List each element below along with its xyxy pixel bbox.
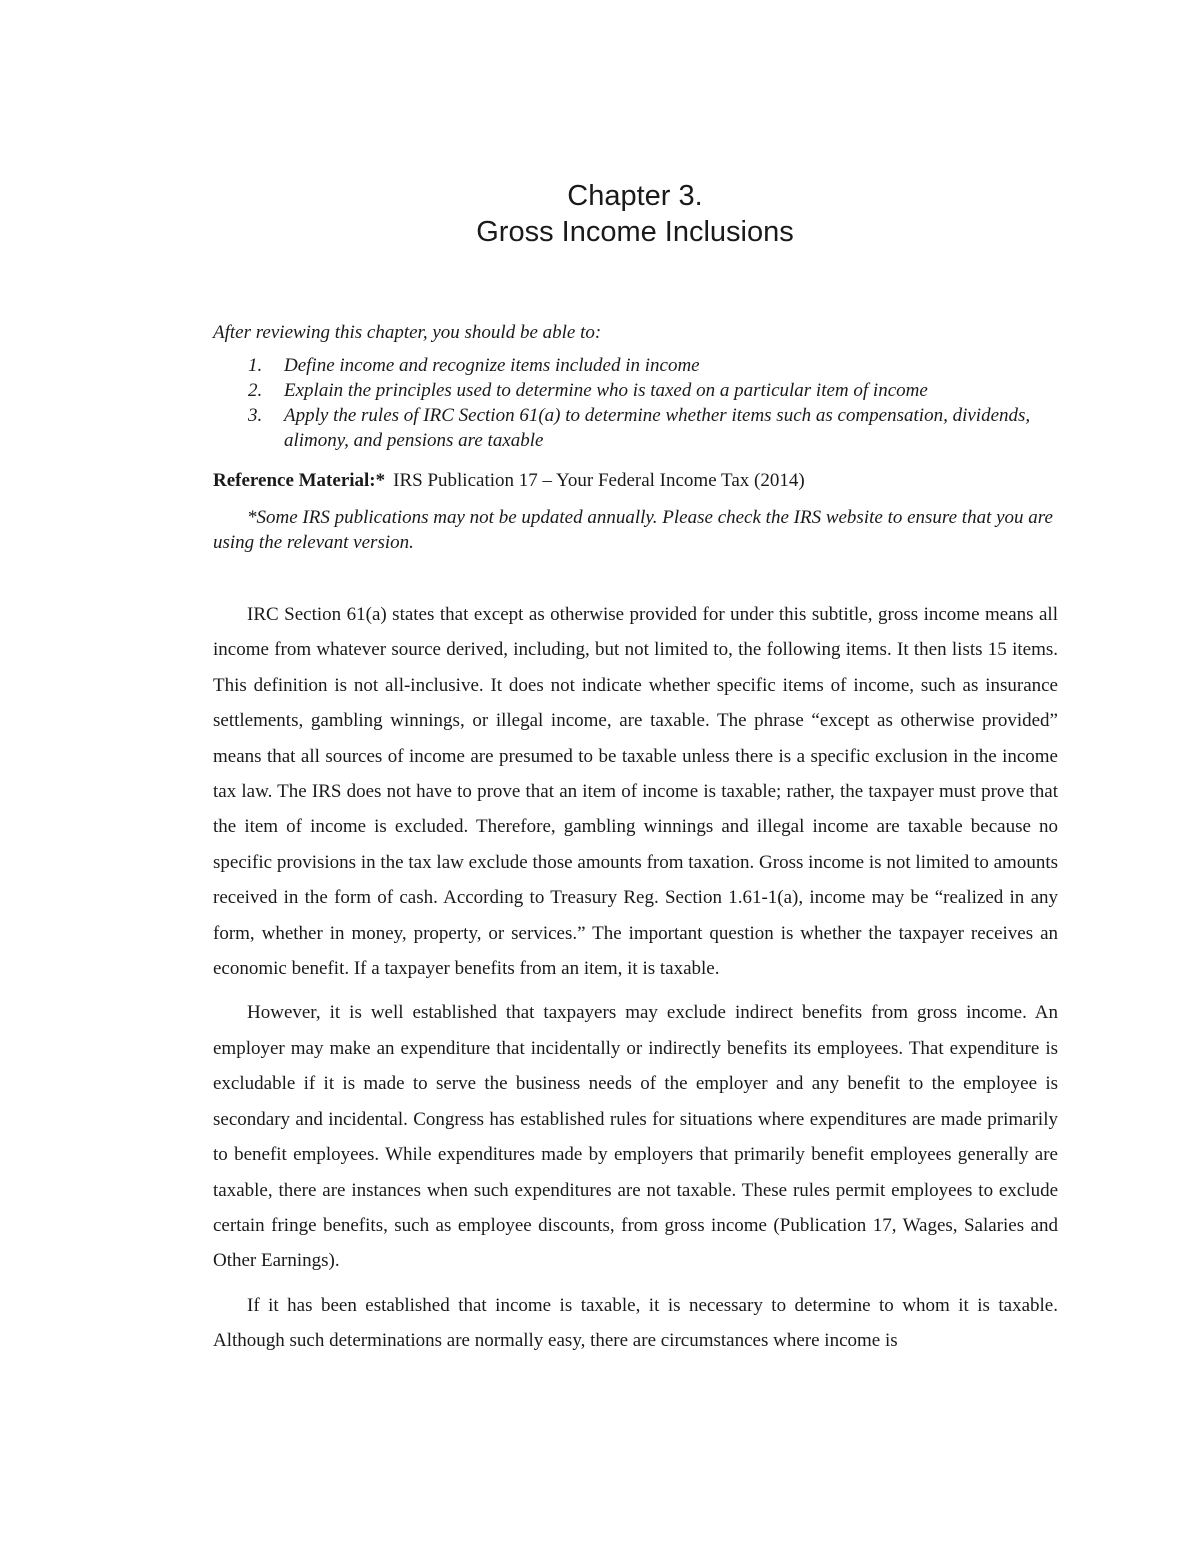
objective-number: 1. xyxy=(248,355,263,376)
objective-item xyxy=(213,403,1073,453)
objectives-list xyxy=(213,353,1073,453)
objective-item xyxy=(213,353,1073,378)
objective-text: Define income and recognize items included in income xyxy=(284,355,700,376)
reference-material xyxy=(213,468,1073,493)
body-text xyxy=(213,597,1058,1368)
chapter-header xyxy=(0,178,1200,250)
publication-note: *Some IRS publications may not be updated annually. Please check the IRS website to ensure that you are using the relevant version. xyxy=(213,507,1053,553)
objectives-intro: After reviewing this chapter, you should be able to: xyxy=(213,322,602,343)
chapter-number: Chapter 3. xyxy=(567,180,703,212)
chapter-title: Gross Income Inclusions xyxy=(476,216,794,248)
objective-number: 2. xyxy=(248,380,263,401)
objective-number: 3. xyxy=(248,405,263,426)
objective-item xyxy=(213,378,1073,403)
reference-value: IRS Publication 17 – Your Federal Income Tax (2014) xyxy=(393,470,805,491)
body-paragraph: However, it is well established that taxpayers may exclude indirect benefits from gross income. An employer may make an expenditure that incidentally or indirectly benefits its employees. That expenditure is excludable if it is made to serve the business needs of the employer and any benefit to the employee is secondary and incidental. Congress has established rules for situations where expenditures are made primarily to benefit employees. While expenditures made by employers that primarily benefit employees generally are taxable, there are instances when such expenditures are not taxable. These rules permit employees to exclude certain fringe benefits, such as employee discounts, from gross income (Publication 17, Wages, Salaries and Other Earnings). xyxy=(213,1002,1058,1272)
objective-text: Explain the principles used to determine who is taxed on a particular item of income xyxy=(284,380,928,401)
learning-objectives xyxy=(213,320,1073,453)
objective-text: Apply the rules of IRC Section 61(a) to determine whether items such as compensation, dividends, alimony, and pensions are taxable xyxy=(284,405,1031,451)
reference-label: Reference Material:* xyxy=(213,470,386,491)
body-paragraph: IRC Section 61(a) states that except as otherwise provided for under this subtitle, gross income means all income from whatever source derived, including, but not limited to, the following items. It then lists 15 items. This definition is not all-inclusive. It does not indicate whether specific items of income, such as insurance settlements, gambling winnings, or illegal income, are taxable. The phrase “except as otherwise provided” means that all sources of income are presumed to be taxable unless there is a specific exclusion in the income tax law. The IRS does not have to prove that an item of income is taxable; rather, the taxpayer must prove that the item of income is excluded. Therefore, gambling winnings and illegal income are taxable because no specific provisions in the tax law exclude those amounts from taxation. Gross income is not limited to amounts received in the form of cash. According to Treasury Reg. Section 1.61-1(a), income may be “realized in any form, whether in money, property, or services.” The important question is whether the taxpayer receives an economic benefit. If a taxpayer benefits from an item, it is taxable. xyxy=(213,604,1058,980)
body-paragraph: If it has been established that income is taxable, it is necessary to determine to whom it is taxable. Although such determinations are normally easy, there are circumstances where income is xyxy=(213,1294,1058,1352)
